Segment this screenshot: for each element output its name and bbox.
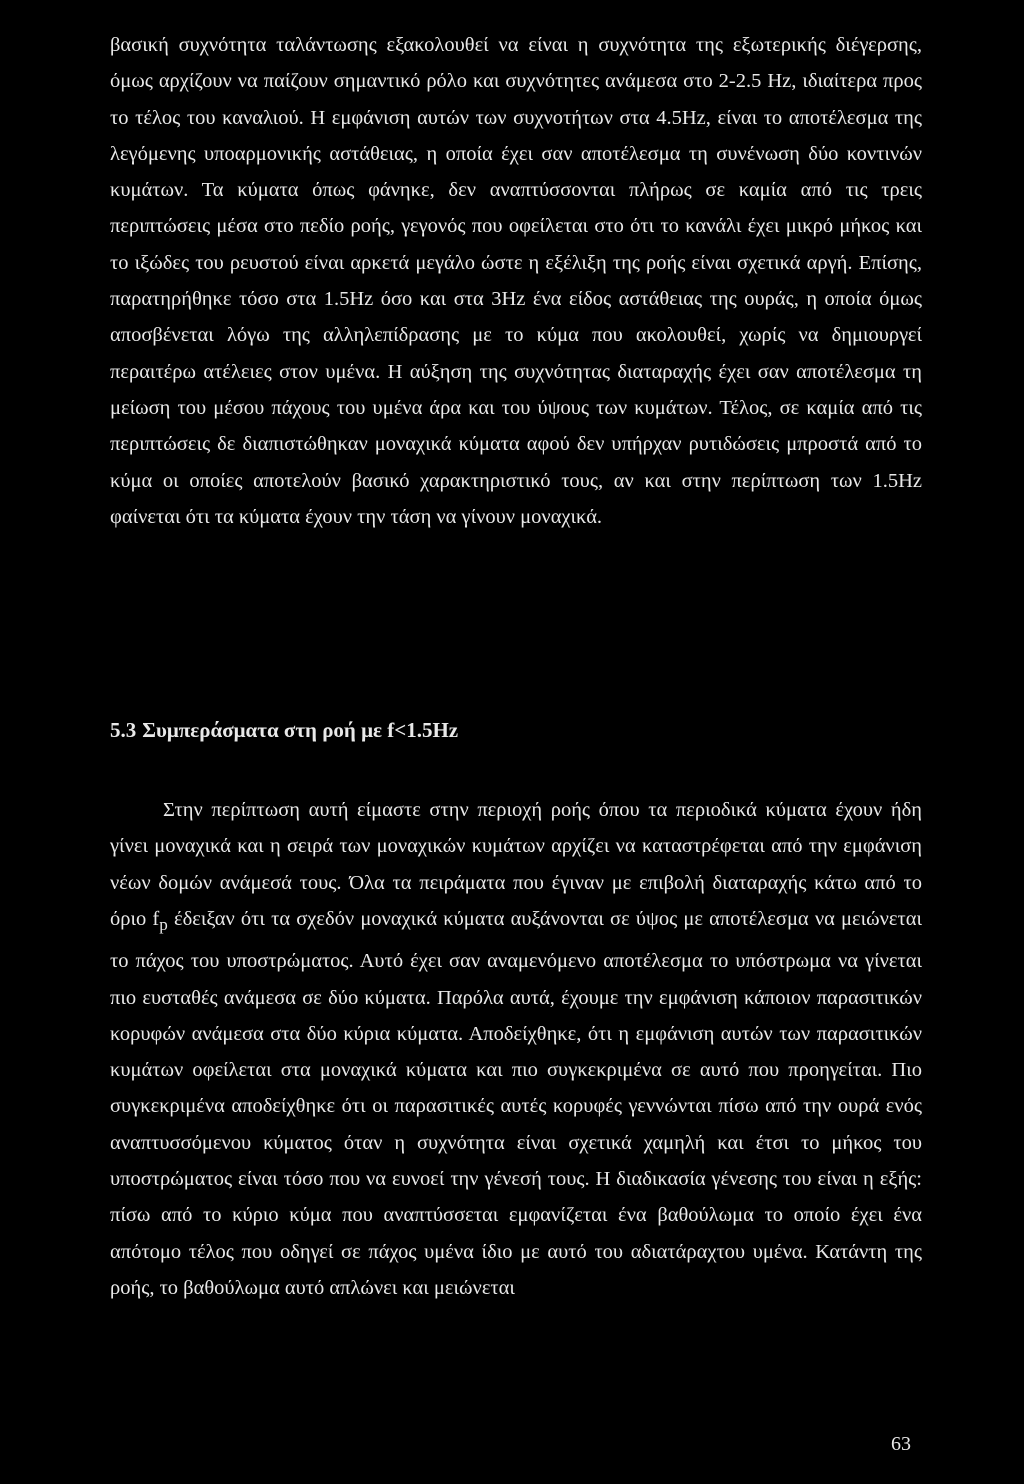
page-number: 63 bbox=[891, 1433, 911, 1455]
subscript-p: p bbox=[159, 914, 168, 934]
section-title: Συμπεράσματα στη ροή με f<1.5Hz bbox=[142, 718, 459, 742]
body-paragraph bbox=[110, 792, 922, 1306]
paragraph-text-part-2: έδειξαν ότι τα σχεδόν μοναχικά κύματα αυξάνονται σε ύψος με αποτέλεσμα να μειώνεται το πάχος του υποστρώματος. Αυτό έχει σαν αναμενόμενο αποτέλεσμα το υπόστρωμα να γίνεται πιο ευσταθές ανάμεσα σε δύο κύματα. Παρόλα αυτά, έχουμε την εμφάνιση κάποιον παρασιτικών κορυφών ανάμεσα στα δύο κύρια κύματα. Αποδείχθηκε, ότι η εμφάνιση αυτών των παρασιτικών κυμάτων οφείλεται στα μοναχικά κύματα και πιο συγκεκριμένα σε αυτό που προηγείται. Πιο συγκεκριμένα αποδείχθηκε ότι οι παρασιτικές αυτές κορυφές γεννώνται πίσω από την ουρά ενός αναπτυσσόμενου κύματος όταν η συχνότητα είναι σχετικά χαμηλή και έτσι το μήκος του υποστρώματος είναι τόσο που να ευνοεί την γένεσή τους. Η διαδικασία γένεσης του είναι η εξής: πίσω από το κύριο κύμα που αναπτύσσεται εμφανίζεται ένα βαθούλωμα το οποίο έχει ένα απότομο τέλος που οδηγεί σε πάχος υμένα ίδιο με αυτό του αδιατάραχτου υμένα. Κατάντη της ροής, το βαθούλωμα αυτό απλώνει και μειώνεται bbox=[110, 907, 922, 1299]
section-number: 5.3 bbox=[110, 718, 137, 742]
body-paragraph: βασική συχνότητα ταλάντωσης εξακολουθεί να είναι η συχνότητα της εξωτερικής διέγερσης, όμως αρχίζουν να παίζουν σημαντικό ρόλο και συχνότητες ανάμεσα στο 2-2.5 Hz, ιδιαίτερα προς το τέλος του καναλιού. Η εμφάνιση αυτών των συχνοτήτων στα 4.5Hz, είναι το αποτέλεσμα της λεγόμενης υποαρμονικής αστάθειας, η οποία έχει σαν αποτέλεσμα τη συνένωση δύο κοντινών κυμάτων. Τα κύματα όπως φάνηκε, δεν αναπτύσσονται πλήρως σε καμία από τις τρεις περιπτώσεις μέσα στο πεδίο ροής, γεγονός που οφείλεται στο ότι το κανάλι έχει μικρό μήκος και το ιξώδες του ρευστού είναι αρκετά μεγάλο ώστε η εξέλιξη της ροής είναι σχετικά αργή. Επίσης, παρατηρήθηκε τόσο στα 1.5Hz όσο και στα 3Hz ένα είδος αστάθειας της ουράς, η οποία όμως αποσβένεται λόγω της αλληλεπίδρασης με το κύμα που ακολουθεί, χωρίς να δημιουργεί περαιτέρω ατέλειες στον υμένα. Η αύξηση της συχνότητας διαταραχής έχει σαν αποτέλεσμα τη μείωση του μέσου πάχους του υμένα άρα και του ύψους των κυμάτων. Τέλος, σε καμία από τις περιπτώσεις δε διαπιστώθηκαν μοναχικά κύματα αφού δεν υπήρχαν ρυτιδώσεις μπροστά από το κύμα οι οποίες αποτελούν βασικό χαρακτηριστικό τους, αν και στην περίπτωση των 1.5Hz φαίνεται ότι τα κύματα έχουν την τάση να γίνουν μοναχικά. bbox=[110, 34, 922, 528]
section-heading bbox=[110, 712, 458, 748]
paragraph-text-part-1: Στην περίπτωση αυτή είμαστε στην περιοχή ροής όπου τα περιοδικά κύματα έχουν ήδη γίνει μοναχικά και η σειρά των μοναχικών κυμάτων αρχίζει να καταστρέφεται από την εμφάνιση νέων δομών ανάμεσά τους. Όλα τα πειράματα που έγιναν με επιβολή διαταραχής κάτω από το όριο f bbox=[110, 799, 922, 930]
